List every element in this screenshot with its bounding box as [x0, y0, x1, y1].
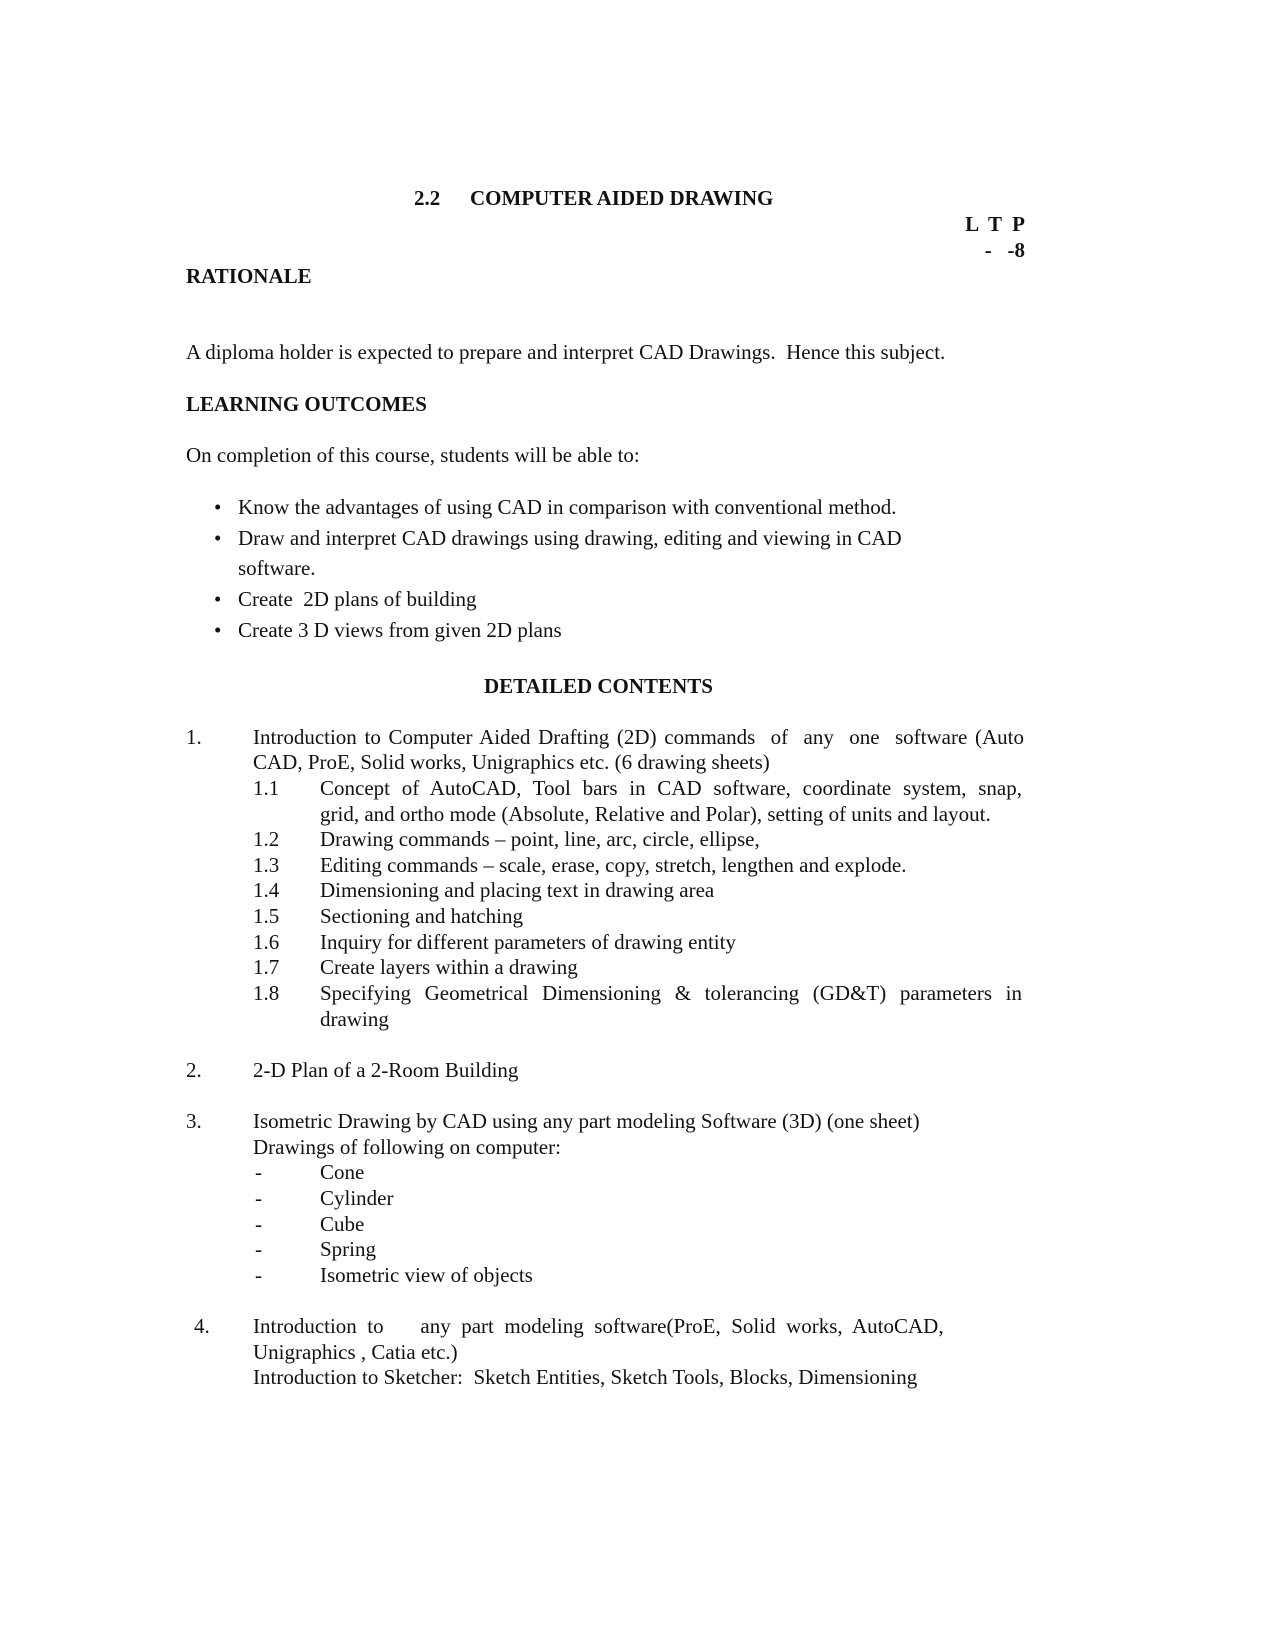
section-number: 2.2: [414, 186, 441, 210]
item-text: 2-D Plan of a 2-Room Building: [253, 1058, 519, 1082]
list-item: Cylinder: [320, 1186, 394, 1210]
learning-outcomes-intro: On completion of this course, students will be able to:: [186, 443, 640, 467]
outcome-item: Create 3 D views from given 2D plans: [238, 618, 562, 642]
subitem-number: 1.7: [253, 955, 280, 979]
subitem-number: 1.8: [253, 981, 280, 1005]
learning-outcomes-heading: LEARNING OUTCOMES: [186, 392, 427, 416]
item-text-continuation: CAD, ProE, Solid works, Unigraphics etc. (6 drawing sheets): [253, 750, 770, 774]
subitem-text: Inquiry for different parameters of drawing entity: [320, 930, 736, 954]
dash-marker: -: [255, 1237, 262, 1261]
item-text-continuation: Drawings of following on computer:: [253, 1135, 561, 1159]
list-item: Isometric view of objects: [320, 1263, 533, 1287]
dash-marker: -: [255, 1263, 262, 1287]
bullet-icon: •: [214, 495, 222, 519]
subitem-text: Sectioning and hatching: [320, 904, 523, 928]
item-text-continuation: Introduction to Sketcher: Sketch Entities, Sketch Tools, Blocks, Dimensioning: [253, 1365, 918, 1389]
dash-marker: -: [255, 1212, 262, 1236]
ltp-values: - -8: [984, 238, 1025, 262]
item-text: Introduction to Computer Aided Drafting (2D) commands of any one software (Auto: [253, 725, 1024, 749]
outcome-item: Know the advantages of using CAD in comparison with conventional method.: [238, 495, 897, 519]
page-title: COMPUTER AIDED DRAWING: [470, 186, 774, 210]
subitem-text-continuation: drawing: [320, 1007, 389, 1031]
subitem-text-continuation: grid, and ortho mode (Absolute, Relative and Polar), setting of units and layout.: [320, 802, 991, 826]
list-item: Cone: [320, 1160, 365, 1184]
item-number: 4.: [194, 1314, 210, 1338]
list-item: Spring: [320, 1237, 377, 1261]
subitem-text: Drawing commands – point, line, arc, circle, ellipse,: [320, 827, 760, 851]
subitem-text: Specifying Geometrical Dimensioning & tolerancing (GD&T) parameters in: [320, 981, 1022, 1005]
item-number: 2.: [186, 1058, 202, 1082]
subitem-number: 1.1: [253, 776, 280, 800]
item-number: 3.: [186, 1109, 202, 1133]
item-text: Isometric Drawing by CAD using any part modeling Software (3D) (one sheet): [253, 1109, 920, 1133]
dash-marker: -: [255, 1160, 262, 1184]
rationale-text: A diploma holder is expected to prepare and interpret CAD Drawings. Hence this subject.: [186, 340, 946, 364]
outcome-item: Create 2D plans of building: [238, 587, 477, 611]
subitem-text: Create layers within a drawing: [320, 955, 578, 979]
item-number: 1.: [186, 725, 202, 749]
subitem-number: 1.6: [253, 930, 280, 954]
subitem-number: 1.2: [253, 827, 280, 851]
bullet-icon: •: [214, 587, 222, 611]
ltp-header: L T P: [965, 212, 1025, 236]
subitem-text: Dimensioning and placing text in drawing area: [320, 878, 715, 902]
subitem-number: 1.5: [253, 904, 280, 928]
rationale-heading: RATIONALE: [186, 264, 312, 288]
bullet-icon: •: [214, 526, 222, 550]
outcome-item-continuation: software.: [238, 556, 316, 580]
item-text: Introduction to any part modeling software(ProE, Solid works, AutoCAD,: [253, 1314, 944, 1338]
bullet-icon: •: [214, 618, 222, 642]
list-item: Cube: [320, 1212, 365, 1236]
dash-marker: -: [255, 1186, 262, 1210]
outcome-item: Draw and interpret CAD drawings using drawing, editing and viewing in CAD: [238, 526, 902, 550]
subitem-text: Editing commands – scale, erase, copy, stretch, lengthen and explode.: [320, 853, 907, 877]
subitem-number: 1.3: [253, 853, 280, 877]
subitem-text: Concept of AutoCAD, Tool bars in CAD software, coordinate system, snap,: [320, 776, 1022, 800]
detailed-contents-heading: DETAILED CONTENTS: [484, 674, 713, 698]
subitem-number: 1.4: [253, 878, 280, 902]
item-text-continuation: Unigraphics , Catia etc.): [253, 1340, 458, 1364]
